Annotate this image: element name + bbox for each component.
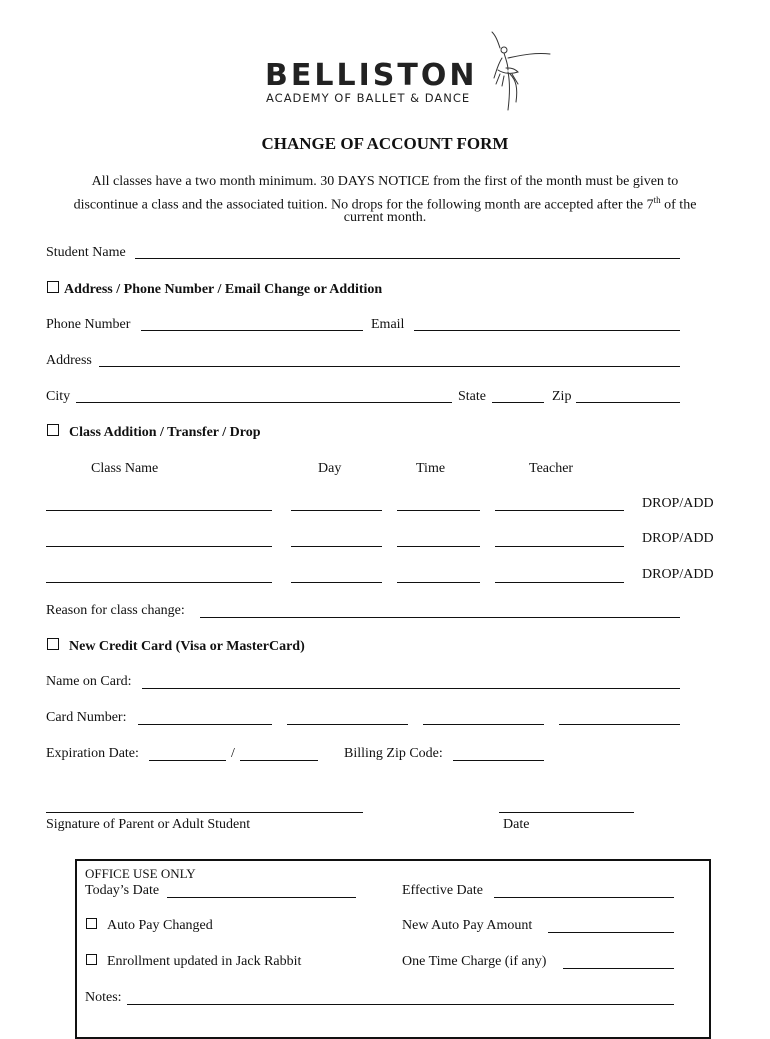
col-header-time: Time xyxy=(416,461,446,476)
zip-label: Zip xyxy=(552,389,572,404)
phone-field[interactable] xyxy=(141,330,363,331)
notes-field[interactable] xyxy=(127,1004,674,1005)
reason-label: Reason for class change: xyxy=(46,603,185,618)
class-row-2-time[interactable] xyxy=(397,546,480,547)
class-change-heading: Class Addition / Transfer / Drop xyxy=(69,425,261,440)
date-label: Date xyxy=(503,817,530,832)
email-field[interactable] xyxy=(414,330,680,331)
todays-date-label: Today’s Date xyxy=(85,883,160,898)
name-on-card-field[interactable] xyxy=(142,688,680,689)
class-row-1-day[interactable] xyxy=(291,510,382,511)
brand-subtitle: ACADEMY OF BALLET & DANCE xyxy=(266,91,471,105)
class-change-checkbox[interactable] xyxy=(47,424,59,436)
expiration-year-field[interactable] xyxy=(240,760,318,761)
new-auto-pay-field[interactable] xyxy=(548,932,674,933)
card-number-group-1[interactable] xyxy=(138,724,272,725)
class-row-3-time[interactable] xyxy=(397,582,480,583)
class-row-1-time[interactable] xyxy=(397,510,480,511)
auto-pay-label: Auto Pay Changed xyxy=(107,918,213,933)
notes-label: Notes: xyxy=(85,990,122,1005)
card-number-group-3[interactable] xyxy=(423,724,544,725)
class-row-2-name[interactable] xyxy=(46,546,272,547)
class-row-3-teacher[interactable] xyxy=(495,582,624,583)
phone-label: Phone Number xyxy=(46,317,131,332)
state-label: State xyxy=(458,389,486,404)
class-row-2-action: DROP/ADD xyxy=(642,531,714,546)
class-row-1-name[interactable] xyxy=(46,510,272,511)
intro-line-1: All classes have a two month minimum. 30 DAYS NOTICE from the first of the month must be given to xyxy=(91,174,679,189)
signature-field[interactable] xyxy=(46,812,363,813)
zip-field[interactable] xyxy=(576,402,680,403)
todays-date-field[interactable] xyxy=(167,897,356,898)
class-row-3-action: DROP/ADD xyxy=(642,567,714,582)
class-row-1-action: DROP/ADD xyxy=(642,496,714,511)
email-label: Email xyxy=(371,317,405,332)
office-use-title: OFFICE USE ONLY xyxy=(85,866,196,881)
expiration-slash: / xyxy=(231,746,235,761)
class-row-1-teacher[interactable] xyxy=(495,510,624,511)
effective-date-label: Effective Date xyxy=(402,883,483,898)
enrollment-label: Enrollment updated in Jack Rabbit xyxy=(107,954,302,969)
address-field[interactable] xyxy=(99,366,680,367)
address-label: Address xyxy=(46,353,92,368)
name-on-card-label: Name on Card: xyxy=(46,674,132,689)
effective-date-field[interactable] xyxy=(494,897,674,898)
date-field[interactable] xyxy=(499,812,634,813)
credit-card-checkbox[interactable] xyxy=(47,638,59,650)
card-number-label: Card Number: xyxy=(46,710,127,725)
one-time-charge-label: One Time Charge (if any) xyxy=(402,954,547,969)
contact-change-heading: Address / Phone Number / Email Change or Addition xyxy=(64,282,383,297)
auto-pay-checkbox[interactable] xyxy=(86,918,97,929)
city-field[interactable] xyxy=(76,402,452,403)
expiration-month-field[interactable] xyxy=(149,760,226,761)
intro-line-2: discontinue a class and the associated tuition. No drops for the following month are accepted after the 7th of the xyxy=(73,195,697,213)
state-field[interactable] xyxy=(492,402,544,403)
enrollment-checkbox[interactable] xyxy=(86,954,97,965)
brand-name: BELLISTON xyxy=(265,58,478,93)
office-use-box xyxy=(75,859,711,1039)
class-row-2-teacher[interactable] xyxy=(495,546,624,547)
intro-line-3: current month. xyxy=(343,210,427,225)
student-name-field[interactable] xyxy=(135,258,680,259)
signature-label: Signature of Parent or Adult Student xyxy=(46,817,251,832)
contact-change-checkbox[interactable] xyxy=(47,281,59,293)
class-row-3-name[interactable] xyxy=(46,582,272,583)
expiration-label: Expiration Date: xyxy=(46,746,139,761)
class-row-2-day[interactable] xyxy=(291,546,382,547)
col-header-teacher: Teacher xyxy=(529,461,574,476)
class-row-3-day[interactable] xyxy=(291,582,382,583)
reason-field[interactable] xyxy=(200,617,680,618)
card-number-group-2[interactable] xyxy=(287,724,408,725)
ballerina-icon xyxy=(478,28,556,114)
col-header-day: Day xyxy=(318,461,342,476)
city-label: City xyxy=(46,389,71,404)
col-header-class-name: Class Name xyxy=(91,461,159,476)
one-time-charge-field[interactable] xyxy=(563,968,674,969)
student-name-label: Student Name xyxy=(46,245,126,260)
credit-card-heading: New Credit Card (Visa or MasterCard) xyxy=(69,639,305,654)
card-number-group-4[interactable] xyxy=(559,724,680,725)
new-auto-pay-label: New Auto Pay Amount xyxy=(402,918,533,933)
form-title: CHANGE OF ACCOUNT FORM xyxy=(261,134,509,153)
billing-zip-field[interactable] xyxy=(453,760,544,761)
billing-zip-label: Billing Zip Code: xyxy=(344,746,443,761)
